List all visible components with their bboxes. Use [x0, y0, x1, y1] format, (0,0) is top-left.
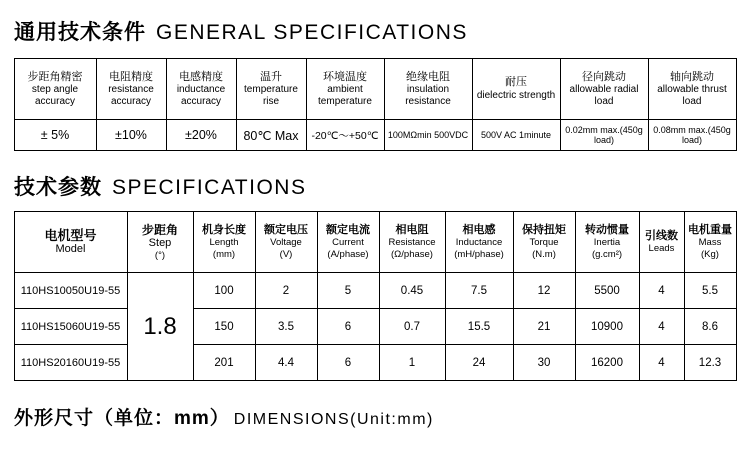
- spec-col-model: [14, 212, 127, 273]
- cell-leads: 4: [639, 309, 684, 345]
- cell-torque: 12: [513, 273, 575, 309]
- col-label-cn: 引线数: [645, 229, 678, 242]
- col-label-unit: (Ω/phase): [391, 248, 433, 260]
- col-label-cn: 步距角精密: [27, 70, 83, 83]
- col-label-cn: 转动惯量: [585, 224, 629, 237]
- cell-model: 110HS10050U19-55: [14, 273, 127, 309]
- col-label-unit: (V): [279, 248, 293, 260]
- dimensions-heading-en: DIMENSIONS(Unit:mm): [233, 411, 434, 428]
- cell-leads: 4: [639, 345, 684, 381]
- general-value-dielectric-strength: 500V AC 1minute: [472, 120, 560, 151]
- general-specifications-heading: [0, 0, 750, 46]
- cell-inductance: 24: [445, 345, 513, 381]
- cell-current: 6: [317, 345, 379, 381]
- cell-resistance: 1: [379, 345, 445, 381]
- general-value-ambient-temperature: -20℃～+50℃: [306, 120, 384, 151]
- cell-voltage: 2: [255, 273, 317, 309]
- col-label-cn: 耐压: [505, 76, 527, 89]
- cell-inductance: 15.5: [445, 309, 513, 345]
- spec-col-voltage: [255, 212, 317, 273]
- col-label-unit: (g.cm²): [591, 248, 623, 260]
- col-label-en: Torque: [529, 237, 559, 249]
- col-label-en: Step: [148, 236, 172, 249]
- spec-col-torque: [513, 212, 575, 273]
- col-label-cn: 温升: [260, 70, 282, 83]
- col-label-en: Model: [55, 243, 86, 256]
- col-label-en: Leads: [648, 242, 675, 254]
- cell-inertia: 16200: [575, 345, 639, 381]
- specifications-heading-cn: 技术参数: [14, 176, 102, 199]
- col-label-en: allowable thrust load: [657, 84, 727, 107]
- general-table-header-row: [14, 59, 736, 120]
- col-label-unit: (A/phase): [327, 248, 369, 260]
- cell-step-angle: 1.8: [127, 273, 193, 381]
- specifications-table: [14, 211, 737, 381]
- spec-col-step-angle: [127, 212, 193, 273]
- general-col-temperature-rise: [236, 59, 306, 120]
- col-label-cn: 额定电流: [326, 224, 370, 237]
- col-label-unit: (N.m): [532, 248, 556, 260]
- general-col-allowable-radial-load: [560, 59, 648, 120]
- general-col-dielectric-strength: [472, 59, 560, 120]
- col-label-unit: (mm): [212, 248, 236, 260]
- general-table-value-row: [14, 120, 736, 151]
- general-col-ambient-temperature: [306, 59, 384, 120]
- col-label-en: Length: [209, 237, 239, 249]
- spec-col-length: [193, 212, 255, 273]
- cell-mass: 5.5: [684, 273, 736, 309]
- spec-col-inductance: [445, 212, 513, 273]
- col-label-cn: 相电感: [462, 224, 496, 237]
- cell-torque: 21: [513, 309, 575, 345]
- general-value-step-angle-accuracy: ± 5%: [14, 120, 96, 151]
- col-label-en: allowable radial load: [569, 84, 639, 107]
- cell-inductance: 7.5: [445, 273, 513, 309]
- col-label-en: temperature rise: [244, 84, 298, 107]
- spec-col-inertia: [575, 212, 639, 273]
- col-label-cn: 步距角: [141, 222, 178, 237]
- general-heading-cn: 通用技术条件: [14, 21, 146, 44]
- general-col-step-angle-accuracy: [14, 59, 96, 120]
- cell-voltage: 3.5: [255, 309, 317, 345]
- col-label-cn: 绝缘电阻: [406, 70, 450, 83]
- general-value-allowable-thrust-load: 0.08mm max.(450g load): [648, 120, 736, 151]
- dimensions-heading-cn: 外形尺寸（单位：mm）: [14, 408, 230, 429]
- cell-resistance: 0.45: [379, 273, 445, 309]
- dimensions-heading: [0, 381, 750, 430]
- col-label-en: ambient temperature: [318, 84, 372, 107]
- cell-length: 100: [193, 273, 255, 309]
- col-label-cn: 电机型号: [44, 227, 97, 243]
- general-col-allowable-thrust-load: [648, 59, 736, 120]
- col-label-cn: 保持扭矩: [522, 224, 566, 237]
- cell-torque: 30: [513, 345, 575, 381]
- general-value-allowable-radial-load: 0.02mm max.(450g load): [560, 120, 648, 151]
- col-label-unit: (°): [154, 250, 166, 262]
- specifications-heading-en: SPECIFICATIONS: [112, 176, 307, 199]
- col-label-en: resistance accuracy: [108, 84, 154, 107]
- general-col-insulation-resistance: [384, 59, 472, 120]
- cell-length: 201: [193, 345, 255, 381]
- col-label-cn: 电阻精度: [109, 70, 153, 83]
- cell-current: 6: [317, 309, 379, 345]
- general-value-insulation-resistance: 100MΩmin 500VDC: [384, 120, 472, 151]
- col-label-unit: (Kg): [701, 248, 719, 260]
- col-label-cn: 环境温度: [323, 70, 367, 83]
- spec-col-current: [317, 212, 379, 273]
- cell-length: 150: [193, 309, 255, 345]
- cell-model: 110HS20160U19-55: [14, 345, 127, 381]
- col-label-cn: 径向跳动: [582, 70, 626, 83]
- cell-mass: 12.3: [684, 345, 736, 381]
- spec-col-leads: [639, 212, 684, 273]
- col-label-en: Voltage: [270, 237, 302, 249]
- specifications-heading: [0, 151, 750, 201]
- col-label-en: Resistance: [388, 237, 436, 249]
- col-label-cn: 相电阻: [395, 224, 429, 237]
- general-value-resistance-accuracy: ±10%: [96, 120, 166, 151]
- table-row: [14, 345, 736, 381]
- col-label-en: insulation resistance: [405, 84, 451, 107]
- col-label-en: Inductance: [455, 237, 503, 249]
- col-label-en: Current: [332, 237, 364, 249]
- general-specifications-table: [14, 58, 737, 151]
- spec-table-header-row: [14, 212, 736, 273]
- cell-resistance: 0.7: [379, 309, 445, 345]
- col-label-cn: 电感精度: [179, 70, 223, 83]
- cell-model: 110HS15060U19-55: [14, 309, 127, 345]
- col-label-cn: 额定电压: [264, 224, 308, 237]
- general-heading-en: GENERAL SPECIFICATIONS: [156, 21, 468, 44]
- col-label-en: inductance accuracy: [176, 84, 226, 107]
- col-label-en: Inertia: [593, 237, 621, 249]
- col-label-en: Mass: [698, 237, 722, 249]
- spec-col-resistance: [379, 212, 445, 273]
- cell-current: 5: [317, 273, 379, 309]
- cell-inertia: 10900: [575, 309, 639, 345]
- col-label-unit: (mH/phase): [454, 248, 504, 260]
- cell-leads: 4: [639, 273, 684, 309]
- general-col-resistance-accuracy: [96, 59, 166, 120]
- general-value-temperature-rise: 80℃ Max: [236, 120, 306, 151]
- col-label-en: step angle accuracy: [31, 84, 79, 107]
- table-row: [14, 309, 736, 345]
- col-label-en: dielectric strength: [476, 90, 556, 102]
- cell-mass: 8.6: [684, 309, 736, 345]
- col-label-cn: 电机重量: [688, 224, 732, 237]
- cell-voltage: 4.4: [255, 345, 317, 381]
- spec-col-mass: [684, 212, 736, 273]
- col-label-cn: 机身长度: [202, 224, 246, 237]
- table-row: [14, 273, 736, 309]
- col-label-cn: 轴向跳动: [670, 70, 714, 83]
- general-col-inductance-accuracy: [166, 59, 236, 120]
- general-value-inductance-accuracy: ±20%: [166, 120, 236, 151]
- cell-inertia: 5500: [575, 273, 639, 309]
